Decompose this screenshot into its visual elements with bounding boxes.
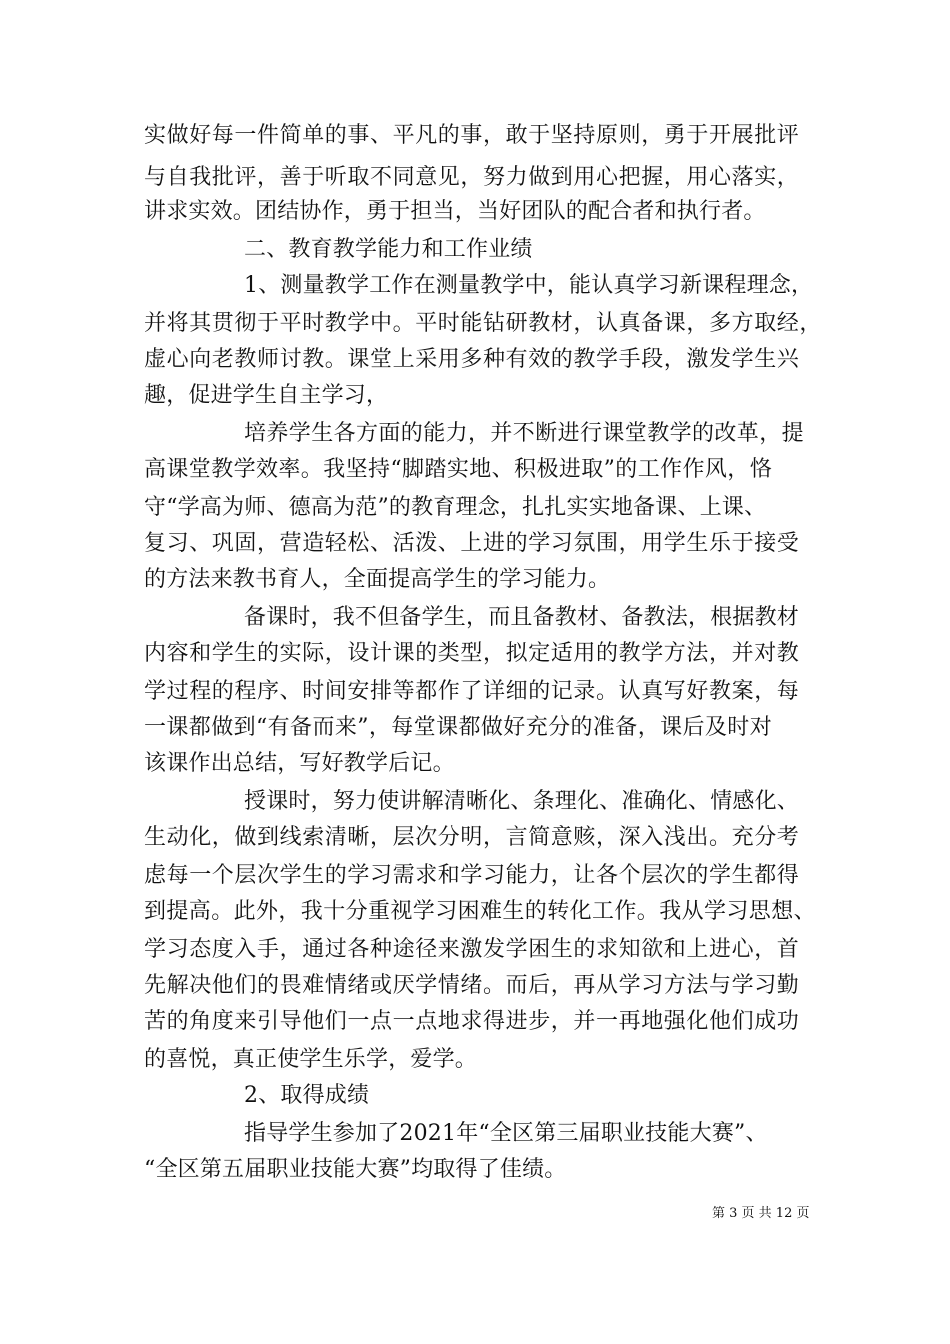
text-line: 学过程的程序、时间安排等都作了详细的记录。认真写好教案，每 — [144, 679, 800, 704]
text-line: 一课都做到“有备而来”，每堂课都做好充分的准备，课后及时对 — [144, 715, 773, 740]
text-line: “全区第五届职业技能大赛”均取得了佳绩。 — [144, 1157, 567, 1182]
text-line: 指导学生参加了2021年“全区第三届职业技能大赛”、 — [244, 1121, 768, 1146]
text-line: 趣，促进学生自主学习， — [144, 383, 389, 408]
text-line: 讲求实效。团结协作，勇于担当，当好团队的配合者和执行者。 — [144, 199, 766, 224]
text-line: 培养学生各方面的能力，并不断进行课堂教学的改革，提 — [244, 421, 805, 446]
text-line: 的方法来教书育人，全面提高学生的学习能力。 — [144, 567, 611, 592]
text-line: 实做好每一件简单的事、平凡的事，敢于坚持原则，勇于开展批评 — [144, 123, 800, 148]
text-line: 先解决他们的畏难情绪或厌学情绪。而后，再从学习方法与学习勤 — [144, 973, 800, 998]
text-line: 的喜悦，真正使学生乐学，爱学。 — [144, 1047, 478, 1072]
text-line: 虑每一个层次学生的学习需求和学习能力，让各个层次的学生都得 — [144, 863, 800, 888]
text-line: 守“学高为师、德高为范”的教育理念，扎扎实实地备课、上课、 — [144, 495, 767, 520]
text-line: 虚心向老教师讨教。课堂上采用多种有效的教学手段，激发学生兴 — [144, 347, 800, 372]
text-line: 苦的角度来引导他们一点一点地求得进步，并一再地强化他们成功 — [144, 1009, 800, 1034]
text-line: 与自我批评，善于听取不同意见，努力做到用心把握，用心落实， — [144, 165, 800, 190]
text-line: 学习态度入手，通过各种途径来激发学困生的求知欲和上进心，首 — [144, 937, 800, 962]
text-line: 高课堂教学效率。我坚持“脚踏实地、积极进取”的工作作风，恪 — [144, 457, 773, 482]
text-line: 授课时，努力使讲解清晰化、条理化、准确化、情感化、 — [244, 789, 800, 814]
page-number: 第 3 页 共 12 页 — [712, 1206, 810, 1221]
text-line: 内容和学生的实际，设计课的类型，拟定适用的教学方法，并对教 — [144, 641, 800, 666]
text-line: 1、测量教学工作在测量教学中，能认真学习新课程理念， — [244, 273, 814, 298]
text-line: 备课时，我不但备学生，而且备教材、备教法，根据教材 — [244, 605, 800, 630]
text-line: 并将其贯彻于平时教学中。平时能钻研教材，认真备课，多方取经， — [144, 311, 823, 336]
section-heading: 二、教育教学能力和工作业绩 — [244, 237, 533, 262]
text-line: 生动化，做到线索清晰，层次分明，言简意赅，深入浅出。充分考 — [144, 825, 800, 850]
text-line: 复习、巩固，营造轻松、活泼、上进的学习氛围，用学生乐于接受 — [144, 531, 800, 556]
text-line: 到提高。此外，我十分重视学习困难生的转化工作。我从学习思想、 — [144, 899, 817, 924]
text-line: 该课作出总结，写好教学后记。 — [144, 751, 455, 776]
section-heading: 2、取得成绩 — [244, 1083, 370, 1108]
